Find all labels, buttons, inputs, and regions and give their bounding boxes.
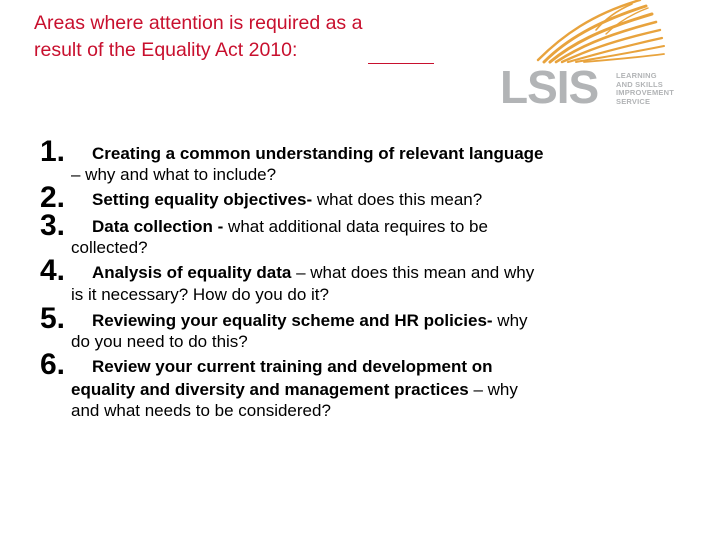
list-item-text: – why (468, 380, 518, 399)
list-item-bold-text: Analysis of equality data (92, 263, 292, 282)
tagline-line: IMPROVEMENT (616, 88, 675, 97)
list-item-line (92, 216, 488, 238)
tagline-line: AND SKILLS (616, 79, 663, 89)
list-item-line (71, 284, 329, 306)
list-item-number: 2. (40, 181, 66, 214)
list-item-text: is it necessary? How do you do it? (71, 285, 329, 304)
list-item-line (71, 237, 148, 259)
tagline-line: LEARNING (616, 71, 657, 80)
list-item-number: 5. (40, 302, 66, 335)
list-item-number: 3. (40, 209, 66, 242)
list-item-text: – what does this mean and why (291, 263, 535, 282)
list-item-line (92, 262, 534, 284)
list-item-line (92, 189, 482, 211)
list-item-text: collected? (71, 238, 148, 257)
list-item-line (71, 379, 518, 401)
list-item-line (92, 143, 544, 165)
list-item-text: do you need to do this? (71, 332, 248, 351)
slide-title-line-2: result of the Equality Act 2010: (34, 39, 298, 61)
list-item-text: what does this mean? (312, 190, 483, 209)
slide-title-line-1: Areas where attention is required as a (34, 12, 363, 34)
list-item-number: 6. (40, 348, 66, 381)
list-item-number: 4. (40, 254, 66, 287)
list-item-number: 1. (40, 135, 66, 168)
list-item-bold-text: Data collection - (92, 217, 224, 236)
list-item-bold-text: Reviewing your equality scheme and HR policies- (92, 311, 493, 330)
list-item-line (71, 331, 248, 353)
list-item-text: and what needs to be considered? (71, 401, 331, 420)
list-item-line (71, 400, 331, 422)
list-item-bold-text: Creating a common understanding of relevant language (92, 144, 544, 163)
list-item-line (92, 310, 528, 332)
list-item-text: why (492, 311, 528, 330)
lsis-wordmark: LSIS (500, 61, 599, 113)
list-item-line (71, 164, 276, 186)
list-item-text: what additional data requires to be (223, 217, 488, 236)
list-item-line (92, 356, 493, 378)
list-item-bold-text: equality and diversity and management practices (71, 380, 469, 399)
list-item-bold-text: Review your current training and development on (92, 357, 493, 376)
list-item-bold-text: Setting equality objectives- (92, 190, 313, 209)
tagline-line: SERVICE (616, 96, 651, 106)
list-item-text: – why and what to include? (71, 165, 277, 184)
